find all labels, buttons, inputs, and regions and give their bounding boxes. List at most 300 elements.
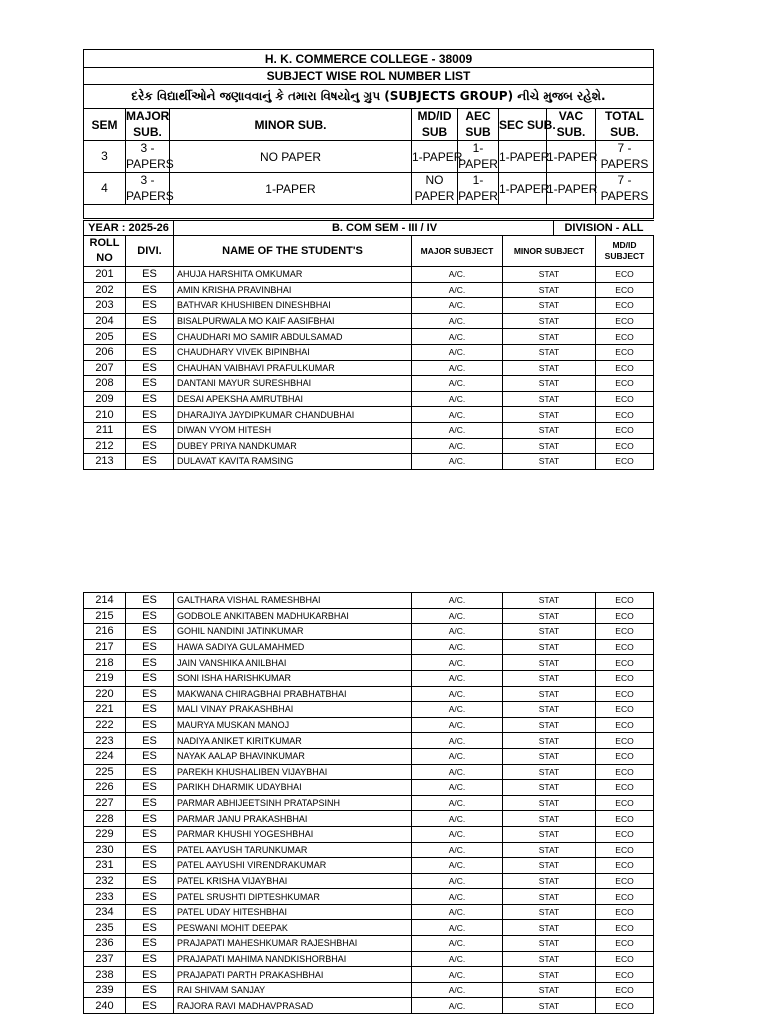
roll-no: 226 bbox=[84, 780, 126, 796]
division: ES bbox=[126, 454, 174, 470]
table-row bbox=[84, 329, 654, 345]
minor-subject: STAT bbox=[503, 608, 596, 624]
major-subject: A/C. bbox=[412, 904, 503, 920]
subject-header-row bbox=[84, 109, 654, 141]
student-name: PRAJAPATI MAHESHKUMAR RAJESHBHAI bbox=[174, 936, 412, 952]
student-name: CHAUHAN VAIBHAVI PRAFULKUMAR bbox=[174, 360, 412, 376]
division: ES bbox=[126, 920, 174, 936]
mdid-subject: ECO bbox=[596, 298, 654, 314]
minor-subject: STAT bbox=[503, 795, 596, 811]
student-list-page-2 bbox=[83, 592, 654, 1014]
spacer-row bbox=[84, 205, 654, 219]
student-name: MAURYA MUSKAN MANOJ bbox=[174, 717, 412, 733]
table-row bbox=[84, 982, 654, 998]
roll-no: 203 bbox=[84, 298, 126, 314]
table-row bbox=[84, 998, 654, 1014]
roll-no: 201 bbox=[84, 267, 126, 283]
roll-no: 214 bbox=[84, 593, 126, 609]
division: ES bbox=[126, 376, 174, 392]
major-subject: A/C. bbox=[412, 655, 503, 671]
student-name: AHUJA HARSHITA OMKUMAR bbox=[174, 267, 412, 283]
mdid-subject: ECO bbox=[596, 686, 654, 702]
student-name: PESWANI MOHIT DEEPAK bbox=[174, 920, 412, 936]
mdid-subject: ECO bbox=[596, 702, 654, 718]
division: ES bbox=[126, 780, 174, 796]
minor-subject: STAT bbox=[503, 748, 596, 764]
division: ES bbox=[126, 391, 174, 407]
mdid-subject: ECO bbox=[596, 313, 654, 329]
major-sub-value: 3 - PAPERS bbox=[126, 173, 174, 203]
mdid-subject: ECO bbox=[596, 733, 654, 749]
roll-no: 210 bbox=[84, 407, 126, 423]
minor-subject: STAT bbox=[503, 826, 596, 842]
table-row bbox=[84, 391, 654, 407]
student-name: CHAUDHARI MO SAMIR ABDULSAMAD bbox=[174, 329, 412, 345]
year-label: YEAR : 2025-26 bbox=[84, 221, 174, 236]
major-subject: A/C. bbox=[412, 998, 503, 1014]
mdid-subject: ECO bbox=[596, 717, 654, 733]
mdid-subject: ECO bbox=[596, 920, 654, 936]
roll-no: 208 bbox=[84, 376, 126, 392]
minor-subject: STAT bbox=[503, 422, 596, 438]
roll-no: 235 bbox=[84, 920, 126, 936]
minor-subject: STAT bbox=[503, 329, 596, 345]
aec-sub-value: 1-PAPER bbox=[458, 141, 498, 171]
roll-no: 216 bbox=[84, 624, 126, 640]
major-subject: A/C. bbox=[412, 298, 503, 314]
table-row bbox=[84, 842, 654, 858]
major-subject: A/C. bbox=[412, 438, 503, 454]
division: ES bbox=[126, 764, 174, 780]
minor-subject: STAT bbox=[503, 282, 596, 298]
minor-subject: STAT bbox=[503, 391, 596, 407]
course-label: B. COM SEM - III / IV bbox=[174, 221, 596, 236]
mdid-subject: ECO bbox=[596, 655, 654, 671]
aec-sub-header: AEC SUB bbox=[458, 109, 499, 141]
student-name: BISALPURWALA MO KAIF AASIFBHAI bbox=[174, 313, 412, 329]
table-row bbox=[84, 717, 654, 733]
major-subject: A/C. bbox=[412, 811, 503, 827]
minor-subject: STAT bbox=[503, 858, 596, 874]
table-row bbox=[84, 967, 654, 983]
major-subject: A/C. bbox=[412, 717, 503, 733]
student-name: JAIN VANSHIKA ANILBHAI bbox=[174, 655, 412, 671]
mdid-sub-value: 1-PAPER bbox=[412, 141, 458, 173]
roll-no: 233 bbox=[84, 889, 126, 905]
minor-subject: STAT bbox=[503, 842, 596, 858]
student-name: SONI ISHA HARISHKUMAR bbox=[174, 670, 412, 686]
major-subject: A/C. bbox=[412, 686, 503, 702]
division: ES bbox=[126, 951, 174, 967]
minor-subject: STAT bbox=[503, 313, 596, 329]
student-name: AMIN KRISHA PRAVINBHAI bbox=[174, 282, 412, 298]
sec-sub-value: 1-PAPER bbox=[499, 173, 547, 205]
student-name: CHAUDHARY VIVEK BIPINBHAI bbox=[174, 344, 412, 360]
table-row bbox=[84, 811, 654, 827]
mdid-subject: ECO bbox=[596, 842, 654, 858]
major-subject: A/C. bbox=[412, 967, 503, 983]
division: ES bbox=[126, 282, 174, 298]
sem-value: 3 bbox=[84, 141, 126, 173]
minor-sub-header: MINOR SUB. bbox=[170, 109, 412, 141]
table-row bbox=[84, 936, 654, 952]
minor-subject-header: MINOR SUBJECT bbox=[503, 236, 596, 267]
subject-row-sem4 bbox=[84, 173, 654, 205]
roll-no: 236 bbox=[84, 936, 126, 952]
minor-subject: STAT bbox=[503, 764, 596, 780]
mdid-subject: ECO bbox=[596, 858, 654, 874]
mdid-subject: ECO bbox=[596, 624, 654, 640]
list-title: SUBJECT WISE ROL NUMBER LIST bbox=[84, 68, 654, 85]
major-subject: A/C. bbox=[412, 780, 503, 796]
student-name: PARMAR KHUSHI YOGESHBHAI bbox=[174, 826, 412, 842]
roll-no: 205 bbox=[84, 329, 126, 345]
division: ES bbox=[126, 608, 174, 624]
minor-subject: STAT bbox=[503, 655, 596, 671]
mdid-subject: ECO bbox=[596, 982, 654, 998]
table-row bbox=[84, 313, 654, 329]
minor-subject: STAT bbox=[503, 733, 596, 749]
minor-subject: STAT bbox=[503, 686, 596, 702]
mdid-subject: ECO bbox=[596, 454, 654, 470]
table-row bbox=[84, 639, 654, 655]
major-subject: A/C. bbox=[412, 344, 503, 360]
division: ES bbox=[126, 998, 174, 1014]
table-row bbox=[84, 422, 654, 438]
vac-sub-value: 1-PAPER bbox=[547, 173, 596, 205]
student-name: NADIYA ANIKET KIRITKUMAR bbox=[174, 733, 412, 749]
vac-sub-header: VAC SUB. bbox=[547, 109, 596, 141]
minor-subject: STAT bbox=[503, 438, 596, 454]
mdid-subject: ECO bbox=[596, 936, 654, 952]
major-subject: A/C. bbox=[412, 624, 503, 640]
minor-sub-value: 1-PAPER bbox=[170, 173, 412, 205]
mdid-subject: ECO bbox=[596, 344, 654, 360]
major-sub-header: MAJOR SUB. bbox=[126, 109, 170, 139]
roll-no: 239 bbox=[84, 982, 126, 998]
division: ES bbox=[126, 360, 174, 376]
student-name: PATEL UDAY HITESHBHAI bbox=[174, 904, 412, 920]
table-row bbox=[84, 267, 654, 283]
table-row bbox=[84, 795, 654, 811]
major-subject: A/C. bbox=[412, 391, 503, 407]
roll-no: 206 bbox=[84, 344, 126, 360]
roll-no: 228 bbox=[84, 811, 126, 827]
roll-no: 218 bbox=[84, 655, 126, 671]
major-subject: A/C. bbox=[412, 936, 503, 952]
mdid-subject: ECO bbox=[596, 826, 654, 842]
division: ES bbox=[126, 904, 174, 920]
total-sub-header: TOTAL SUB. bbox=[596, 109, 654, 141]
table-row bbox=[84, 904, 654, 920]
divi-header: DIVI. bbox=[126, 236, 174, 267]
major-subject: A/C. bbox=[412, 313, 503, 329]
mdid-subject: ECO bbox=[596, 873, 654, 889]
division: ES bbox=[126, 858, 174, 874]
table-row bbox=[84, 438, 654, 454]
table-row bbox=[84, 826, 654, 842]
header-table bbox=[83, 49, 654, 219]
roll-no: 232 bbox=[84, 873, 126, 889]
mdid-subject: ECO bbox=[596, 764, 654, 780]
mdid-subject: ECO bbox=[596, 422, 654, 438]
roll-no: 237 bbox=[84, 951, 126, 967]
student-name: MALI VINAY PRAKASHBHAI bbox=[174, 702, 412, 718]
mdid-subject: ECO bbox=[596, 608, 654, 624]
roll-no: 224 bbox=[84, 748, 126, 764]
major-subject: A/C. bbox=[412, 454, 503, 470]
major-subject: A/C. bbox=[412, 889, 503, 905]
mdid-subject-header: MD/ID SUBJECT bbox=[596, 236, 654, 267]
student-name: DULAVAT KAVITA RAMSING bbox=[174, 454, 412, 470]
notice-gujarati: દરેક વિદ્યાર્થીઓને જણાવવાનું કે તમારા વિષયોનુ ગ્રુપ (SUBJECTS GROUP) નીચે મુજબ રહેશે. bbox=[84, 85, 654, 109]
minor-subject: STAT bbox=[503, 998, 596, 1014]
division: ES bbox=[126, 329, 174, 345]
table-row bbox=[84, 282, 654, 298]
roll-no: 211 bbox=[84, 422, 126, 438]
roll-no: 222 bbox=[84, 717, 126, 733]
major-subject: A/C. bbox=[412, 407, 503, 423]
major-subject: A/C. bbox=[412, 608, 503, 624]
minor-subject: STAT bbox=[503, 376, 596, 392]
major-subject-header: MAJOR SUBJECT bbox=[412, 236, 503, 267]
sec-sub-header: SEC SUB. bbox=[499, 109, 547, 141]
major-subject: A/C. bbox=[412, 920, 503, 936]
roll-no: 204 bbox=[84, 313, 126, 329]
roll-no: 227 bbox=[84, 795, 126, 811]
student-list-page-1 bbox=[83, 220, 654, 470]
sec-sub-value: 1-PAPER bbox=[499, 141, 547, 173]
minor-subject: STAT bbox=[503, 920, 596, 936]
mdid-subject: ECO bbox=[596, 670, 654, 686]
aec-sub-value: 1-PAPER bbox=[458, 173, 498, 203]
division: ES bbox=[126, 982, 174, 998]
division: ES bbox=[126, 422, 174, 438]
roll-no: 238 bbox=[84, 967, 126, 983]
student-name: DIWAN VYOM HITESH bbox=[174, 422, 412, 438]
division: ES bbox=[126, 748, 174, 764]
major-subject: A/C. bbox=[412, 951, 503, 967]
roll-no: 229 bbox=[84, 826, 126, 842]
major-subject: A/C. bbox=[412, 702, 503, 718]
major-subject: A/C. bbox=[412, 593, 503, 609]
minor-subject: STAT bbox=[503, 936, 596, 952]
major-subject: A/C. bbox=[412, 858, 503, 874]
table-row bbox=[84, 624, 654, 640]
student-name: GALTHARA VISHAL RAMESHBHAI bbox=[174, 593, 412, 609]
major-subject: A/C. bbox=[412, 733, 503, 749]
table-row bbox=[84, 686, 654, 702]
mdid-sub-header: MD/ID SUB bbox=[412, 109, 458, 141]
mdid-subject: ECO bbox=[596, 438, 654, 454]
division: ES bbox=[126, 344, 174, 360]
minor-subject: STAT bbox=[503, 717, 596, 733]
major-subject: A/C. bbox=[412, 282, 503, 298]
division: ES bbox=[126, 313, 174, 329]
mdid-subject: ECO bbox=[596, 407, 654, 423]
division: ES bbox=[126, 438, 174, 454]
list-header-row bbox=[84, 236, 654, 267]
minor-subject: STAT bbox=[503, 967, 596, 983]
minor-subject: STAT bbox=[503, 267, 596, 283]
major-sub-value: 3 - PAPERS bbox=[126, 141, 174, 171]
division: ES bbox=[126, 717, 174, 733]
mdid-subject: ECO bbox=[596, 795, 654, 811]
student-name: NAYAK AALAP BHAVINKUMAR bbox=[174, 748, 412, 764]
mdid-subject: ECO bbox=[596, 889, 654, 905]
sem-header: SEM bbox=[84, 109, 126, 141]
table-row bbox=[84, 889, 654, 905]
student-name: PATEL AAYUSHI VIRENDRAKUMAR bbox=[174, 858, 412, 874]
student-name-header: NAME OF THE STUDENT'S bbox=[174, 236, 412, 267]
mdid-subject: ECO bbox=[596, 811, 654, 827]
minor-subject: STAT bbox=[503, 904, 596, 920]
student-name: PRAJAPATI MAHIMA NANDKISHORBHAI bbox=[174, 951, 412, 967]
minor-subject: STAT bbox=[503, 780, 596, 796]
student-name: BATHVAR KHUSHIBEN DINESHBHAI bbox=[174, 298, 412, 314]
student-name: DESAI APEKSHA AMRUTBHAI bbox=[174, 391, 412, 407]
sem-value: 4 bbox=[84, 173, 126, 205]
student-name: GOHIL NANDINI JATINKUMAR bbox=[174, 624, 412, 640]
division: ES bbox=[126, 733, 174, 749]
mdid-subject: ECO bbox=[596, 593, 654, 609]
minor-subject: STAT bbox=[503, 407, 596, 423]
major-subject: A/C. bbox=[412, 873, 503, 889]
minor-subject: STAT bbox=[503, 344, 596, 360]
student-name: PARMAR JANU PRAKASHBHAI bbox=[174, 811, 412, 827]
student-name: RAI SHIVAM SANJAY bbox=[174, 982, 412, 998]
major-subject: A/C. bbox=[412, 329, 503, 345]
major-subject: A/C. bbox=[412, 639, 503, 655]
roll-no: 221 bbox=[84, 702, 126, 718]
roll-no: 225 bbox=[84, 764, 126, 780]
total-sub-value: 7 - PAPERS bbox=[596, 141, 654, 173]
division: ES bbox=[126, 639, 174, 655]
mdid-subject: ECO bbox=[596, 748, 654, 764]
roll-no: 223 bbox=[84, 733, 126, 749]
minor-subject: STAT bbox=[503, 360, 596, 376]
table-row bbox=[84, 344, 654, 360]
table-row bbox=[84, 951, 654, 967]
student-name: DUBEY PRIYA NANDKUMAR bbox=[174, 438, 412, 454]
mdid-subject: ECO bbox=[596, 282, 654, 298]
major-subject: A/C. bbox=[412, 795, 503, 811]
roll-no: 207 bbox=[84, 360, 126, 376]
vac-sub-value: 1-PAPER bbox=[547, 141, 596, 173]
table-row bbox=[84, 655, 654, 671]
minor-subject: STAT bbox=[503, 951, 596, 967]
student-name: HAWA SADIYA GULAMAHMED bbox=[174, 639, 412, 655]
division: ES bbox=[126, 593, 174, 609]
division: ES bbox=[126, 842, 174, 858]
division-overlay: DIVISION - ALL bbox=[553, 221, 654, 235]
total-sub-value: 7 - PAPERS bbox=[596, 173, 654, 205]
mdid-subject: ECO bbox=[596, 267, 654, 283]
major-subject: A/C. bbox=[412, 982, 503, 998]
table-row bbox=[84, 748, 654, 764]
mdid-subject: ECO bbox=[596, 904, 654, 920]
roll-no: 234 bbox=[84, 904, 126, 920]
minor-subject: STAT bbox=[503, 298, 596, 314]
roll-no: 219 bbox=[84, 670, 126, 686]
student-name: PATEL AAYUSH TARUNKUMAR bbox=[174, 842, 412, 858]
division: ES bbox=[126, 655, 174, 671]
division: ES bbox=[126, 686, 174, 702]
roll-no: 231 bbox=[84, 858, 126, 874]
table-row bbox=[84, 764, 654, 780]
major-subject: A/C. bbox=[412, 422, 503, 438]
student-name: DHARAJIYA JAYDIPKUMAR CHANDUBHAI bbox=[174, 407, 412, 423]
mdid-subject: ECO bbox=[596, 639, 654, 655]
major-subject: A/C. bbox=[412, 826, 503, 842]
mdid-subject: ECO bbox=[596, 391, 654, 407]
roll-no: 215 bbox=[84, 608, 126, 624]
mdid-subject: ECO bbox=[596, 967, 654, 983]
roll-no: 202 bbox=[84, 282, 126, 298]
minor-subject: STAT bbox=[503, 811, 596, 827]
minor-subject: STAT bbox=[503, 454, 596, 470]
table-row bbox=[84, 873, 654, 889]
major-subject: A/C. bbox=[412, 360, 503, 376]
minor-subject: STAT bbox=[503, 624, 596, 640]
division: ES bbox=[126, 889, 174, 905]
table-row bbox=[84, 858, 654, 874]
division: ES bbox=[126, 407, 174, 423]
student-name: PRAJAPATI PARTH PRAKASHBHAI bbox=[174, 967, 412, 983]
major-subject: A/C. bbox=[412, 376, 503, 392]
table-row bbox=[84, 454, 654, 470]
division: ES bbox=[126, 826, 174, 842]
table-row bbox=[84, 407, 654, 423]
mdid-subject: ECO bbox=[596, 360, 654, 376]
subject-row-sem3 bbox=[84, 141, 654, 173]
major-subject: A/C. bbox=[412, 764, 503, 780]
mdid-sub-value: NO PAPER bbox=[412, 173, 458, 205]
division: ES bbox=[126, 967, 174, 983]
minor-subject: STAT bbox=[503, 593, 596, 609]
table-row bbox=[84, 702, 654, 718]
mdid-subject: ECO bbox=[596, 329, 654, 345]
roll-no: 240 bbox=[84, 998, 126, 1014]
minor-subject: STAT bbox=[503, 702, 596, 718]
major-subject: A/C. bbox=[412, 267, 503, 283]
division: ES bbox=[126, 670, 174, 686]
student-name: PARIKH DHARMIK UDAYBHAI bbox=[174, 780, 412, 796]
student-name: PATEL KRISHA VIJAYBHAI bbox=[174, 873, 412, 889]
table-row bbox=[84, 593, 654, 609]
student-name: GODBOLE ANKITABEN MADHUKARBHAI bbox=[174, 608, 412, 624]
table-row bbox=[84, 376, 654, 392]
division: ES bbox=[126, 795, 174, 811]
roll-no: 212 bbox=[84, 438, 126, 454]
roll-no-header: ROLL NO bbox=[84, 236, 126, 267]
division: ES bbox=[126, 267, 174, 283]
college-name: H. K. COMMERCE COLLEGE - 38009 bbox=[84, 50, 654, 68]
major-subject: A/C. bbox=[412, 670, 503, 686]
roll-no: 209 bbox=[84, 391, 126, 407]
major-subject: A/C. bbox=[412, 748, 503, 764]
mdid-subject: ECO bbox=[596, 376, 654, 392]
minor-subject: STAT bbox=[503, 873, 596, 889]
division: ES bbox=[126, 298, 174, 314]
minor-subject: STAT bbox=[503, 982, 596, 998]
mdid-subject: ECO bbox=[596, 780, 654, 796]
minor-subject: STAT bbox=[503, 639, 596, 655]
roll-no: 217 bbox=[84, 639, 126, 655]
student-name: RAJORA RAVI MADHAVPRASAD bbox=[174, 998, 412, 1014]
mdid-subject: ECO bbox=[596, 951, 654, 967]
student-name: PAREKH KHUSHALIBEN VIJAYBHAI bbox=[174, 764, 412, 780]
